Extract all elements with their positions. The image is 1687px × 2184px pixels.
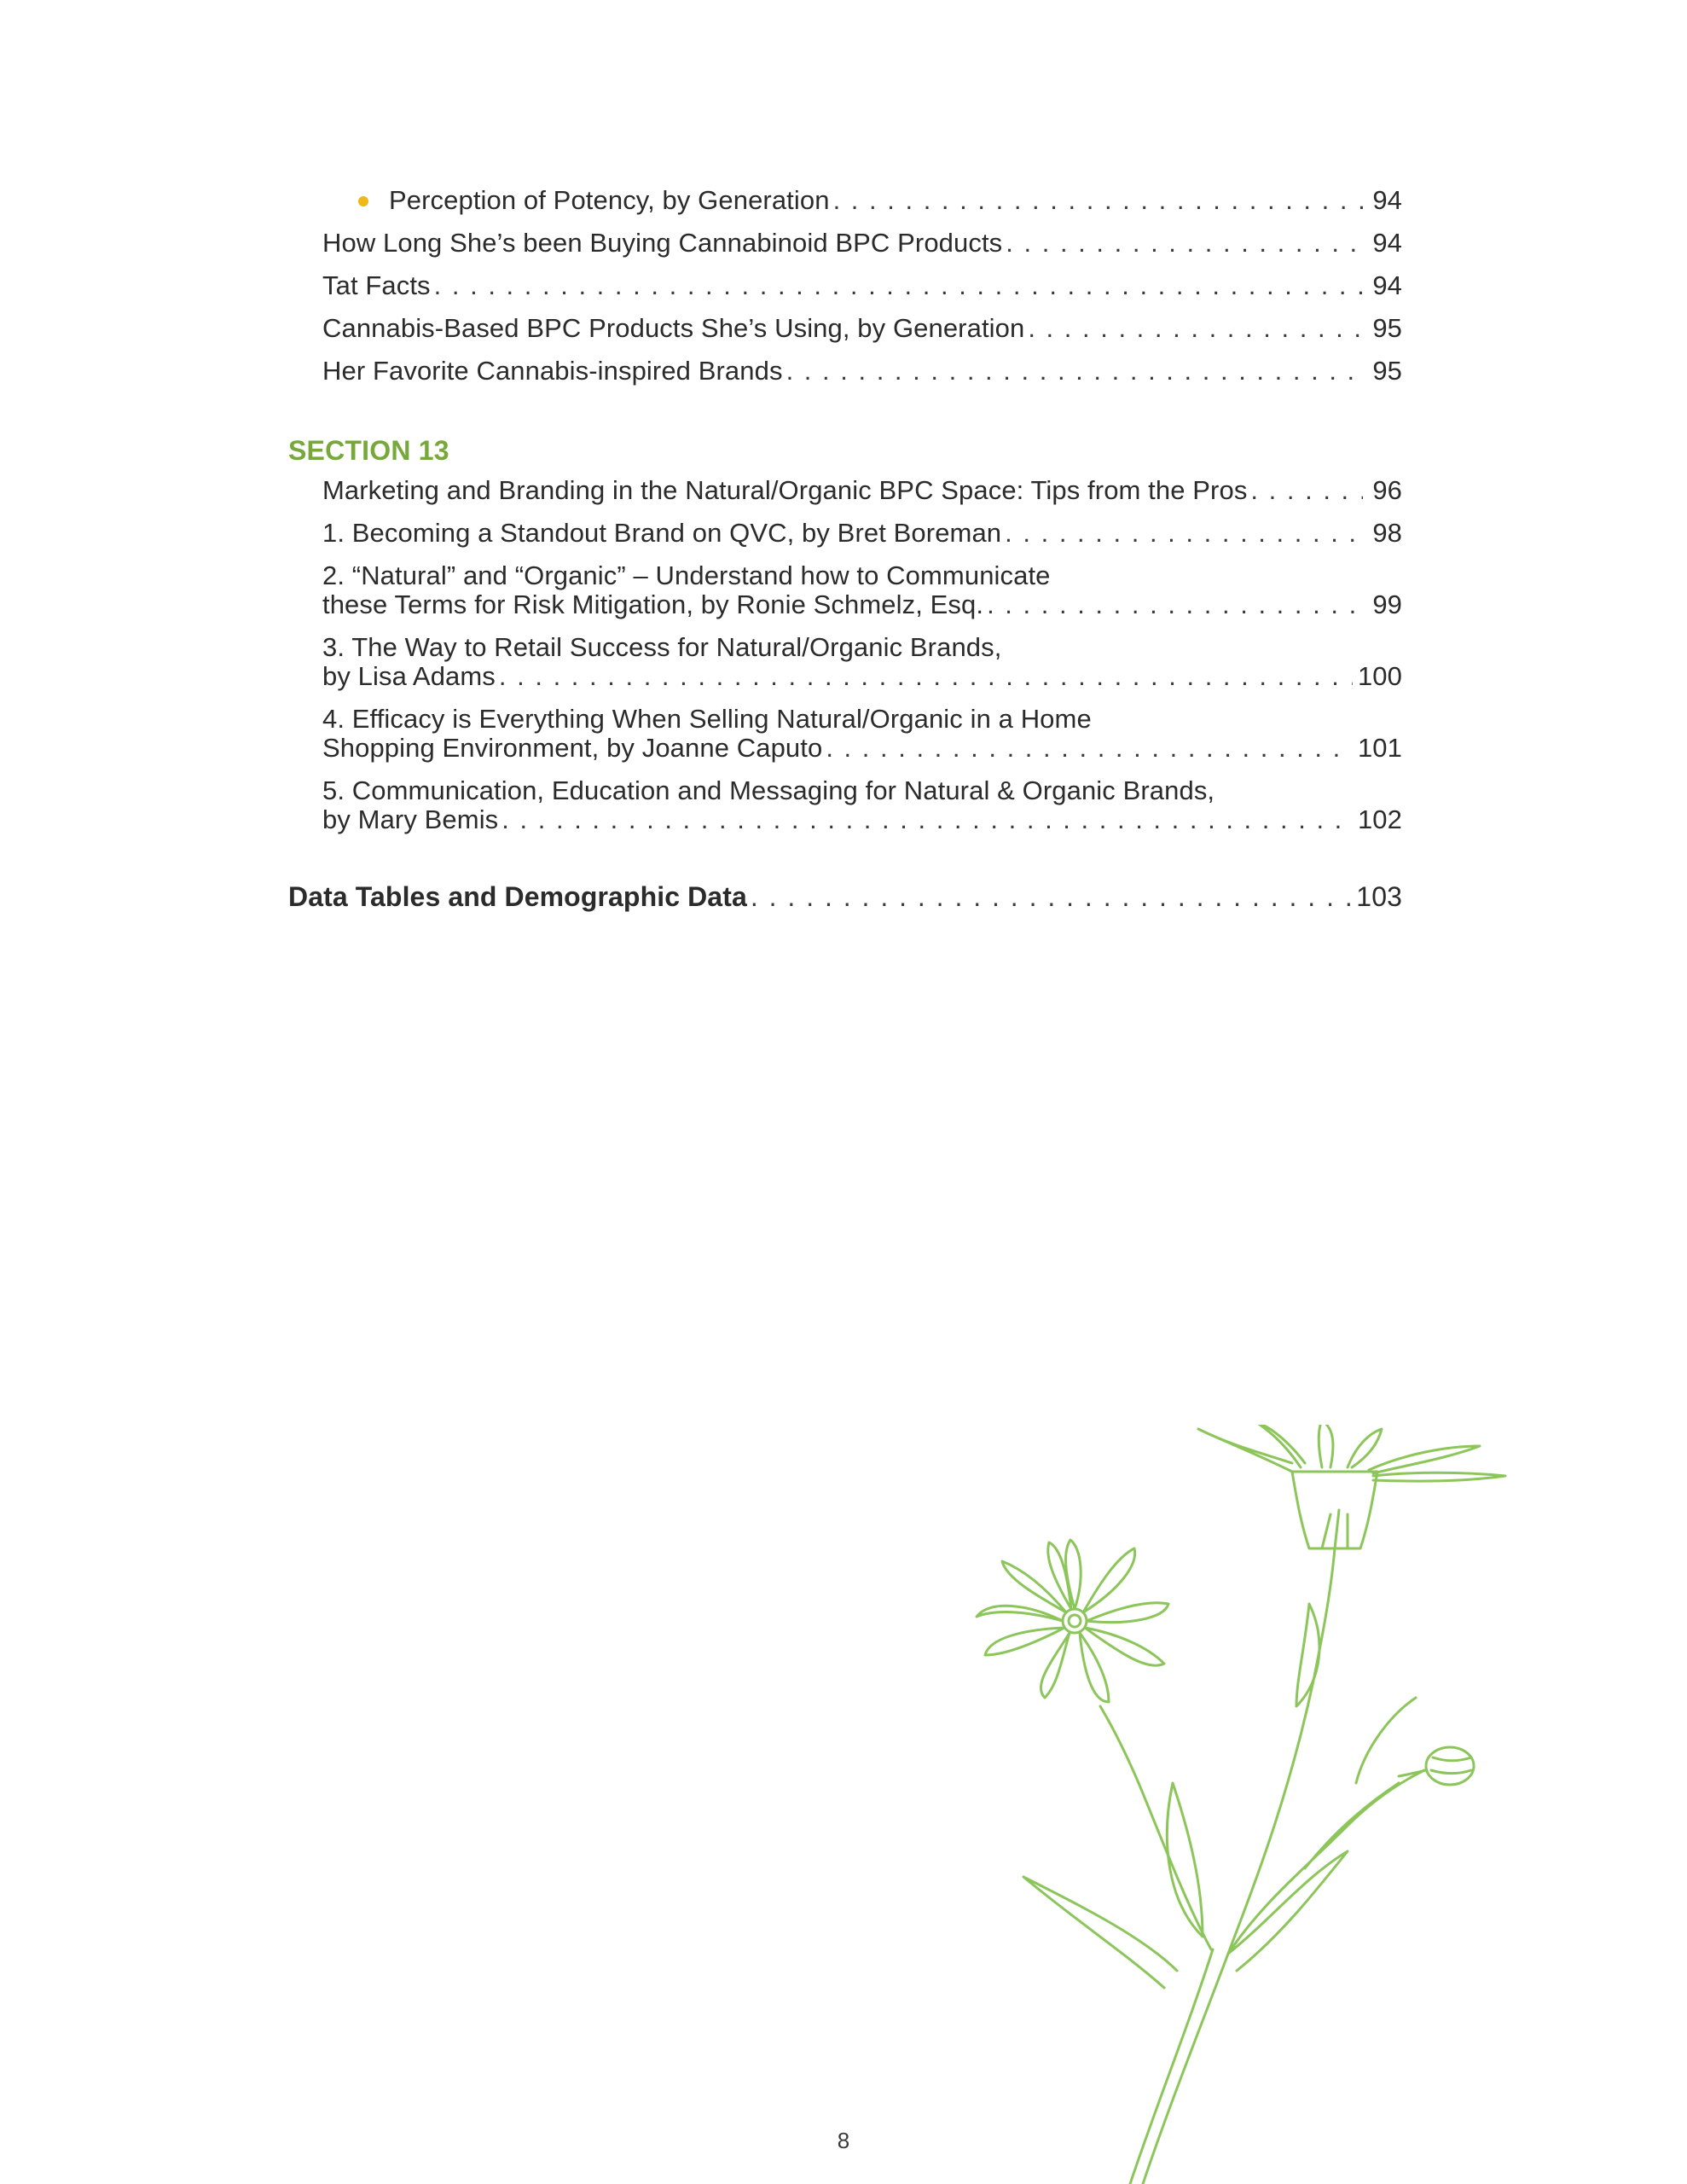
toc-entry-title-line1: 5. Communication, Education and Messaging for Natural & Organic Brands, xyxy=(322,775,1215,805)
toc-entry[interactable] xyxy=(288,186,1402,215)
dot-leader xyxy=(987,590,1363,619)
toc-entry-page: 95 xyxy=(1372,313,1402,343)
toc-entry-page: 96 xyxy=(1372,475,1402,505)
dot-leader xyxy=(751,882,1351,911)
bullet-icon xyxy=(358,196,368,206)
table-of-contents xyxy=(288,186,1402,911)
toc-entry-title: Data Tables and Demographic Data xyxy=(288,881,747,912)
toc-entry-page: 99 xyxy=(1372,590,1402,619)
dot-leader xyxy=(1005,519,1363,548)
toc-entry[interactable] xyxy=(288,705,1402,763)
toc-entry-title-line2: these Terms for Risk Mitigation, by Ronie Schmelz, Esq. xyxy=(322,590,984,619)
section-heading: SECTION 13 xyxy=(288,435,449,466)
toc-entry[interactable] xyxy=(288,561,1402,619)
dot-leader xyxy=(786,357,1363,386)
toc-entry-title: Tat Facts xyxy=(322,270,431,300)
toc-entry[interactable] xyxy=(288,271,1402,300)
dot-leader xyxy=(833,186,1363,215)
page-number: 8 xyxy=(837,2128,850,2153)
toc-entry-title: Her Favorite Cannabis-inspired Brands xyxy=(322,356,783,386)
dot-leader xyxy=(501,805,1353,834)
toc-entry-page: 102 xyxy=(1357,804,1402,834)
toc-entry[interactable] xyxy=(288,357,1402,386)
toc-entry-title-line2: Shopping Environment, by Joanne Caputo xyxy=(322,733,823,763)
toc-entry[interactable] xyxy=(288,229,1402,258)
toc-entry[interactable] xyxy=(288,776,1402,834)
toc-entry-title: Marketing and Branding in the Natural/Organic BPC Space: Tips from the Pros xyxy=(322,475,1248,505)
toc-entry-page: 103 xyxy=(1356,881,1402,912)
dot-leader xyxy=(1028,314,1363,343)
toc-entry-title-line2: by Mary Bemis xyxy=(322,804,499,834)
toc-entry-title: How Long She’s been Buying Cannabinoid BPC Products xyxy=(322,228,1003,258)
toc-entry-page: 100 xyxy=(1357,661,1402,691)
toc-entry-title: 1. Becoming a Standout Brand on QVC, by Bret Boreman xyxy=(322,518,1002,548)
toc-entry[interactable] xyxy=(288,633,1402,691)
toc-entry-page: 95 xyxy=(1372,356,1402,386)
toc-entry-title-line1: 2. “Natural” and “Organic” – Understand how to Communicate xyxy=(322,561,1051,590)
toc-entry-title-line2: by Lisa Adams xyxy=(322,661,496,691)
toc-entry-page: 94 xyxy=(1372,228,1402,258)
calendula-flower-illustration-icon xyxy=(947,1425,1535,2184)
toc-entry[interactable] xyxy=(288,476,1402,505)
dot-leader xyxy=(1250,476,1363,505)
dot-leader xyxy=(826,734,1353,763)
toc-entry[interactable] xyxy=(288,519,1402,548)
dot-leader xyxy=(499,662,1353,691)
toc-entry-title-line1: 4. Efficacy is Everything When Selling Natural/Organic in a Home xyxy=(322,704,1092,734)
toc-entry-title: Perception of Potency, by Generation xyxy=(389,185,830,215)
toc-entry-data-tables[interactable] xyxy=(288,882,1402,911)
toc-entry-page: 94 xyxy=(1372,185,1402,215)
dot-leader xyxy=(1006,229,1363,258)
toc-entry-page: 98 xyxy=(1372,518,1402,548)
dot-leader xyxy=(434,271,1363,300)
toc-entry-page: 101 xyxy=(1357,733,1402,763)
toc-entry-page: 94 xyxy=(1372,270,1402,300)
toc-entry-title: Cannabis-Based BPC Products She’s Using, by Generation xyxy=(322,313,1025,343)
toc-entry[interactable] xyxy=(288,314,1402,343)
toc-entry-title-line1: 3. The Way to Retail Success for Natural/Organic Brands, xyxy=(322,632,1002,662)
